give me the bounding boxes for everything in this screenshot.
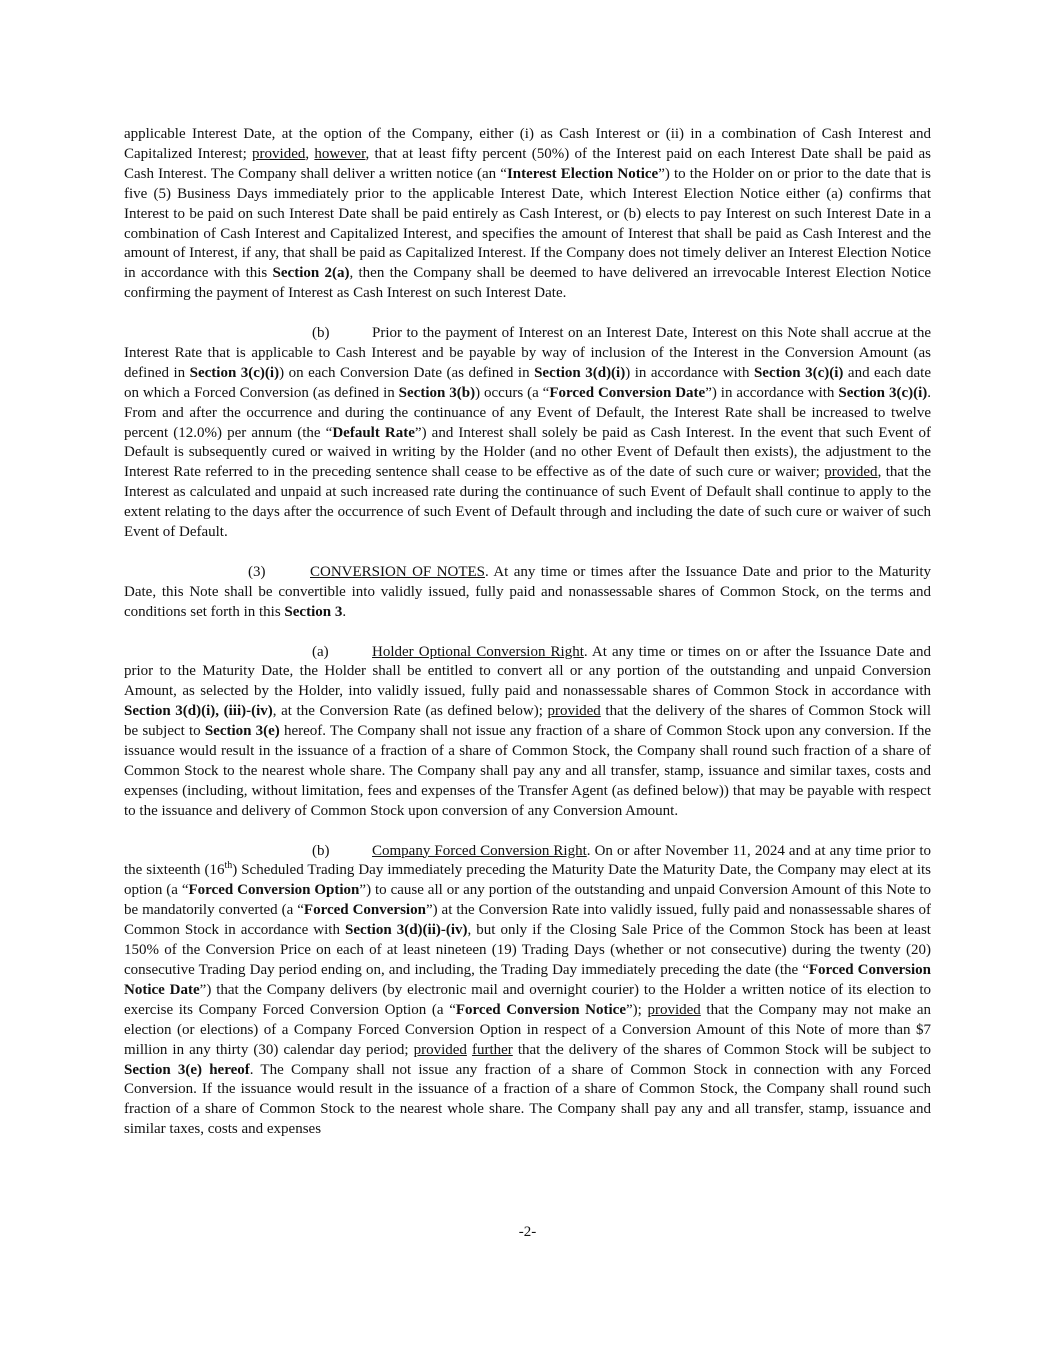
text: ”) and Interest shall solely be paid as Cash Interest. In the event that such Event of Default is subsequently cured or waived in writing by the Holder (and no other Event of Default then exists), the adjustment to the Interest Rate referred to in the preceding sentence shall cease to be effective as of the date of such cure or waiver; [124, 424, 931, 481]
text: . The Company shall not issue any fraction of a share of Common Stock in connection with any Forced Conversion. If the issuance would result in the issuance of a fraction of a share of Common Stock, the Company shall round such fraction of a share of Common Stock to the nearest whole share. The Company shall pay any and all transfer, stamp, issuance and similar taxes, costs and expenses [124, 1061, 931, 1138]
underlined-term: provided [824, 464, 878, 481]
text: ”) to the Holder on or prior to the date that is five (5) Business Days immediately prior to the applicable Interest Date, which Interest Election Notice either (a) confirms that Interest to be paid on such Interest Date shall be paid entirely as Cash Interest, or (b) elects to pay Interest on such Interest Date in a combination of Cash Interest and Capitalized Interest, and specifies the amount of Interest that shall be paid as Cash Interest and the amount of Interest, if any, that shall be paid as Capitalized Interest. If the Company does not timely deliver an Interest Election Notice in accordance with this [124, 165, 931, 282]
section-reference: Section 3(c)(i) [189, 364, 280, 381]
text: , that at least fifty percent (50%) of the Interest paid on each Interest Date shall be paid as Cash Interest. The Company shall deliver a written notice (an “ [124, 145, 931, 182]
underlined-term: provided [547, 703, 601, 720]
text: ”); [626, 1001, 648, 1018]
text: ”) that the Company delivers (by electronic mail and overnight courier) to the Holder a written notice of its election to exercise its Company Forced Conversion Option (a “ [124, 981, 932, 1018]
section-reference: Section 3(c)(i) [753, 364, 844, 381]
text: that the delivery of the shares of Common Stock will be subject to [124, 703, 931, 740]
text: ) occurs (a “ [475, 384, 550, 401]
section-reference: Section 2(a) [272, 265, 350, 282]
page-number: -2- [518, 1224, 537, 1240]
section-reference: Section 3(d)(ii)-(iv) [345, 922, 468, 939]
subsection-heading: Company Forced Conversion Right [372, 842, 587, 859]
text: , but only if the Closing Sale Price of the Common Stock has been at least 150% of the Conversion Price on each of at least nineteen (19) Trading Days (whether or not consecutive) during the twenty (20) consecutive Trading Day period ending on, and including, the Trading Day immediately preceding the date (the “ [124, 922, 931, 978]
defined-term: Forced Conversion Date [549, 384, 706, 401]
section-reference: Section 3(e) [204, 723, 280, 740]
paragraph-interest-election [124, 125, 931, 304]
document-page [124, 125, 931, 1160]
defined-term: Forced Conversion Notice [455, 1001, 626, 1018]
text: . [342, 603, 347, 620]
underlined-term: provided [413, 1041, 467, 1058]
paragraph-3b [124, 842, 931, 1141]
text: . At any time or times on or after the Issuance Date and prior to the Maturity Date, the Holder shall be entitled to convert all or any portion of the outstanding and unpaid Conversion Amount, as selected by the Holder, into validly issued, fully paid and nonassessable shares of Common Stock in accordance with [124, 643, 931, 700]
text: . At any time or times after the Issuance Date and prior to the Maturity Date, this Note shall be convertible into validly issued, fully paid and nonassessable shares of Common Stock, on the terms and conditions set forth in this [124, 563, 931, 620]
superscript: th [224, 860, 233, 872]
text: and each date on which a Forced Conversion (as defined in [124, 364, 931, 401]
text: , that the Interest as calculated and unpaid at such increased rate during the continuance of such Event of Default shall continue to apply to the extent relating to the days after the occurrence of such Event of Default through and including the date of such cure or waiver of such Event of Default. [124, 464, 931, 541]
text: ”) at the Conversion Rate into validly issued, fully paid and nonassessable shares of Common Stock in accordance with [124, 902, 932, 939]
section-heading: CONVERSION OF NOTES [310, 563, 485, 580]
paragraph-3-conversion [124, 563, 931, 623]
paragraph-number: (b) [312, 842, 330, 859]
defined-term: Forced Conversion Option [188, 882, 360, 899]
text: , then the Company shall be deemed to have delivered an irrevocable Interest Election Notice confirming the payment of Interest as Cash Interest on such Interest Date. [124, 265, 932, 302]
section-reference: Section 3(d)(i) [534, 364, 626, 381]
text: ) Scheduled Trading Day immediately preceding the Maturity Date the Maturity Date, the Company may elect at its option (a “ [124, 862, 931, 899]
paragraph-number: (b) [312, 325, 330, 342]
defined-term: Forced Conversion Notice Date [124, 962, 932, 998]
text: , at the Conversion Rate (as defined below); [272, 703, 548, 720]
text: that the Company may not make an election (or elections) of a Company Forced Conversion Option in respect of a Conversion Amount of this Note of more than $7 million in any thirty (30) calendar day period; [124, 1001, 932, 1058]
text: hereof. The Company shall not issue any fraction of a share of Common Stock upon any conversion. If the issuance would result in the issuance of a fraction of a share of Common Stock, the Company shall round such fraction of a share of Common Stock to the nearest whole share. The Company shall pay any and all transfer, stamp, issuance and similar taxes, costs and expenses (including, without limitation, fees and expenses of the Transfer Agent (as defined below)) that may be payable with respect to the issuance and delivery of Common Stock upon conversion of any Conversion Amount. [124, 723, 931, 819]
section-reference: Section 3(c)(i) [838, 384, 928, 401]
underlined-term: provided [252, 145, 306, 162]
paragraph-3a [124, 643, 931, 822]
underlined-term: further [471, 1041, 513, 1058]
text: ) in accordance with [625, 364, 754, 381]
defined-term: Default Rate [332, 424, 415, 441]
defined-term: Forced Conversion [303, 902, 426, 919]
text: Prior to the payment of Interest on an Interest Date, Interest on this Note shall accrue at the Interest Rate that is applicable to Cash Interest and be payable by way of inclusion of the Interest in the Conversion Amount (as defined in [124, 325, 931, 381]
section-reference: Section 3(e) hereof [124, 1061, 250, 1078]
text: . From and after the occurrence and during the continuance of any Event of Default, the Interest Rate shall be increased to twelve percent (12.0%) per annum (the “ [124, 384, 932, 441]
text: ”) to cause all or any portion of the outstanding and unpaid Conversion Amount of this Note to be mandatorily converted (a “ [124, 882, 931, 919]
text: applicable Interest Date, at the option of the Company, either (i) as Cash Interest or (ii) in a combination of Cash Interest and Capitalized Interest; [124, 126, 931, 162]
text: that the delivery of the shares of Common Stock will be subject to [512, 1041, 931, 1058]
paragraph-2b [124, 324, 931, 543]
defined-term: Interest Election Notice [506, 165, 659, 182]
paragraph-number: (3) [248, 563, 266, 580]
text: , [305, 145, 315, 162]
section-reference: Section 3(b) [398, 384, 476, 401]
text: ”) in accordance with [705, 384, 839, 401]
underlined-term: however [314, 145, 366, 162]
underlined-term: provided [647, 1001, 701, 1018]
subsection-heading: Holder Optional Conversion Right [372, 643, 584, 660]
paragraph-number: (a) [312, 643, 329, 660]
section-reference: Section 3(d)(i), (iii)-(iv) [124, 703, 273, 720]
text: . On or after November 11, 2024 and at any time prior to the sixteenth (16 [124, 842, 931, 879]
section-reference: Section 3 [284, 603, 343, 620]
text: ) on each Conversion Date (as defined in [279, 364, 535, 381]
